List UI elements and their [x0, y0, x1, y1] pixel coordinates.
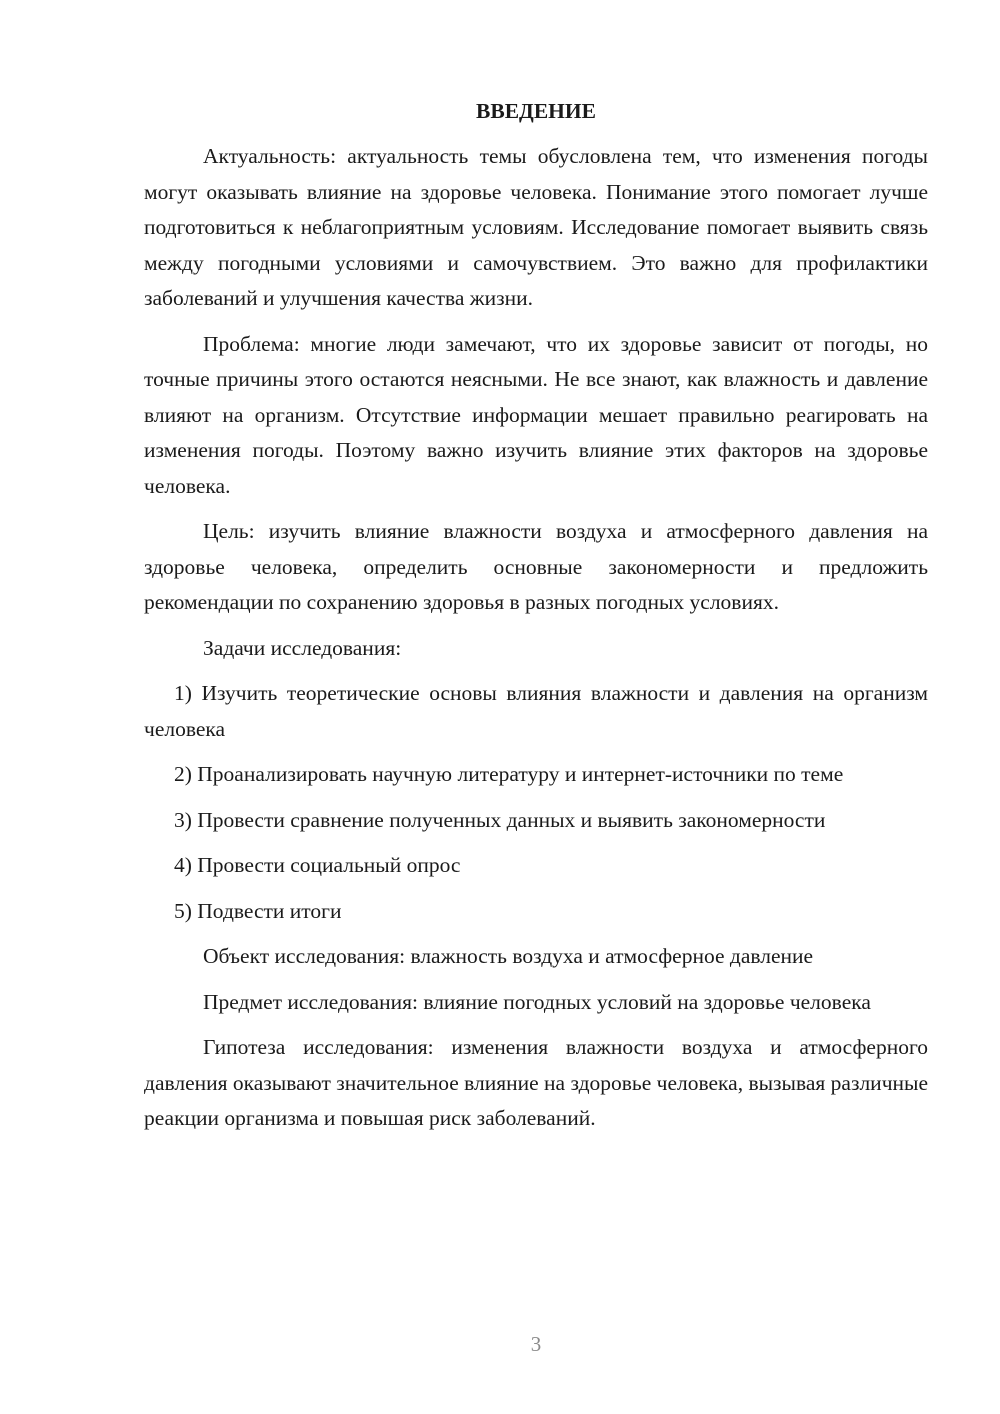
section-title: ВВЕДЕНИЕ	[476, 99, 596, 123]
task-item-3: 3) Провести сравнение полученных данных и выявить закономерности	[174, 807, 826, 832]
task-item-4: 4) Провести социальный опрос	[174, 853, 461, 877]
document-body	[144, 94, 928, 1147]
object-paragraph: Объект исследования: влажность воздуха и атмосферное давление	[203, 944, 814, 968]
tasks-heading: Задачи исследования:	[203, 635, 402, 660]
subject-paragraph: Предмет исследования: влияние погодных условий на здоровье человека	[203, 989, 871, 1014]
task-item-1: 1) Изучить теоретические основы влияния влажности и давления на организм человека	[144, 681, 928, 741]
page-number: 3	[530, 1332, 542, 1356]
relevance-paragraph: Актуальность: актуальность темы обусловлена тем, что изменения погоды могут оказывать влияние на здоровье человека. Понимание этого помогает лучше подготовиться к неблагоприятным условиям. Исследование помогает выявить связь между погодными условиями и самочувствием. Это важно для профилактики заболеваний и улучшения качества жизни.	[144, 144, 928, 310]
goal-paragraph: Цель: изучить влияние влажности воздуха и атмосферного давления на здоровье человека, определить основные закономерности и предложить рекомендации по сохранению здоровья в разных погодных условиях.	[144, 519, 928, 614]
task-item-5: 5) Подвести итоги	[174, 898, 342, 923]
problem-paragraph: Проблема: многие люди замечают, что их здоровье зависит от погоды, но точные причины этого остаются неясными. Не все знают, как влажность и давление влияют на организм. Отсутствие информации мешает правильно реагировать на изменения погоды. Поэтому важно изучить влияние этих факторов на здоровье человека.	[144, 331, 928, 498]
hypothesis-paragraph: Гипотеза исследования: изменения влажности воздуха и атмосферного давления оказывают значительное влияние на здоровье человека, вызывая различные реакции организма и повышая риск заболеваний.	[144, 1035, 928, 1130]
task-item-2: 2) Проанализировать научную литературу и интернет-источники по теме	[174, 762, 844, 786]
